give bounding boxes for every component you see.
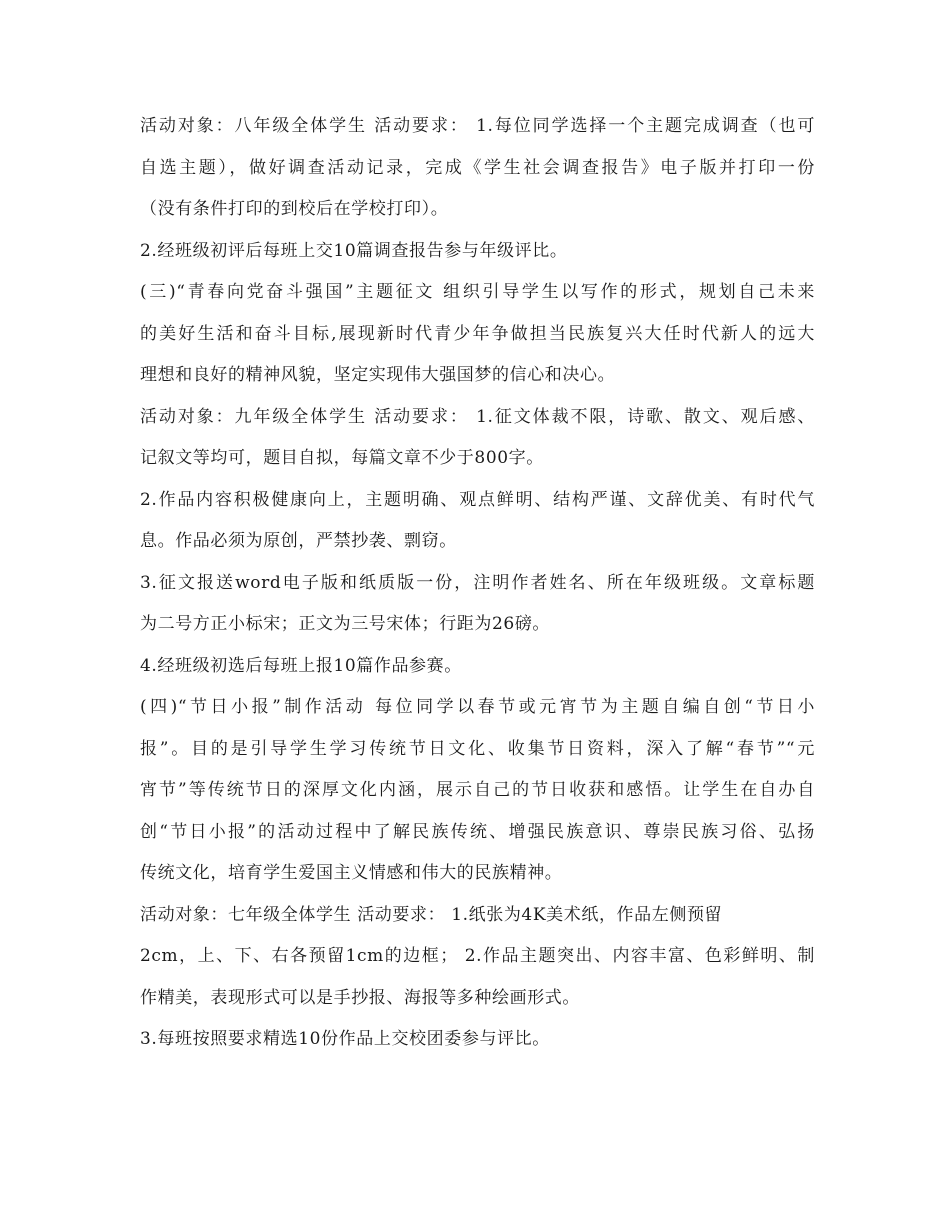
text-line-9: 记叙文等均可，题目自拟，每篇文章不少于800字。 [140,448,544,468]
text-line-21: 2cm，上、下、右各预留1cm的边框； 2.作品主题突出、内容丰富、色彩鲜明、制 [140,946,815,966]
text-line-6: 的美好生活和奋斗目标,展现新时代青少年争做担当民族复兴大任时代新人的远大 [140,323,815,344]
text-line-2: 自选主题），做好调查活动记录，完成《学生社会调查报告》电子版并打印一份 [140,157,815,178]
text-line-22: 作精美，表现形式可以是手抄报、海报等多种绘画形式。 [140,987,580,1008]
text-line-4: 2.经班级初评后每班上交10篇调查报告参与年级评比。 [140,240,568,261]
text-line-3: （没有条件打印的到校后在学校打印）。 [140,199,449,219]
text-line-19: 传统文化，培育学生爱国主义情感和伟大的民族精神。 [140,863,563,883]
text-line-10: 2.作品内容积极健康向上，主题明确、观点鲜明、结构严谨、文辞优美、有时代气 [140,489,815,510]
text-line-7: 理想和良好的精神风貌，坚定实现伟大强国梦的信心和决心。 [140,365,616,385]
text-line-20: 活动对象：七年级全体学生 活动要求： 1.纸张为4K美术纸，作品左侧预留 [140,904,723,925]
text-line-12: 3.征文报送word电子版和纸质版一份，注明作者姓名、所在年级班级。文章标题 [140,572,815,593]
text-line-14: 4.经班级初选后每班上报10篇作品参赛。 [140,655,462,676]
text-line-17: 宵节”等传统节日的深厚文化内涵，展示自己的节日收获和感悟。让学生在自办自 [140,780,815,800]
text-line-16: 报”。目的是引导学生学习传统节日文化、收集节日资料，深入了解“春节”“元 [140,738,815,759]
text-line-8: 活动对象：九年级全体学生 活动要求： 1.征文体裁不限，诗歌、散文、观后感、 [140,406,815,427]
text-line-13: 为二号方正小标宋；正文为三号宋体；行距为26磅。 [140,614,551,634]
text-line-5: (三)“青春向党奋斗强国”主题征文 组织引导学生以写作的形式，规划自己未来 [140,282,815,302]
document-body [140,106,815,1061]
text-line-23: 3.每班按照要求精选10份作品上交校团委参与评比。 [140,1029,550,1049]
text-line-11: 息。作品必须为原创，严禁抄袭、剽窃。 [140,531,457,551]
text-line-18: 创“节日小报”的活动过程中了解民族传统、增强民族意识、尊崇民族习俗、弘扬 [140,821,815,842]
text-line-15: (四)“节日小报”制作活动 每位同学以春节或元宵节为主题自编自创“节日小 [140,697,815,717]
text-line-1: 活动对象：八年级全体学生 活动要求： 1.每位同学选择一个主题完成调查（也可 [140,116,815,136]
